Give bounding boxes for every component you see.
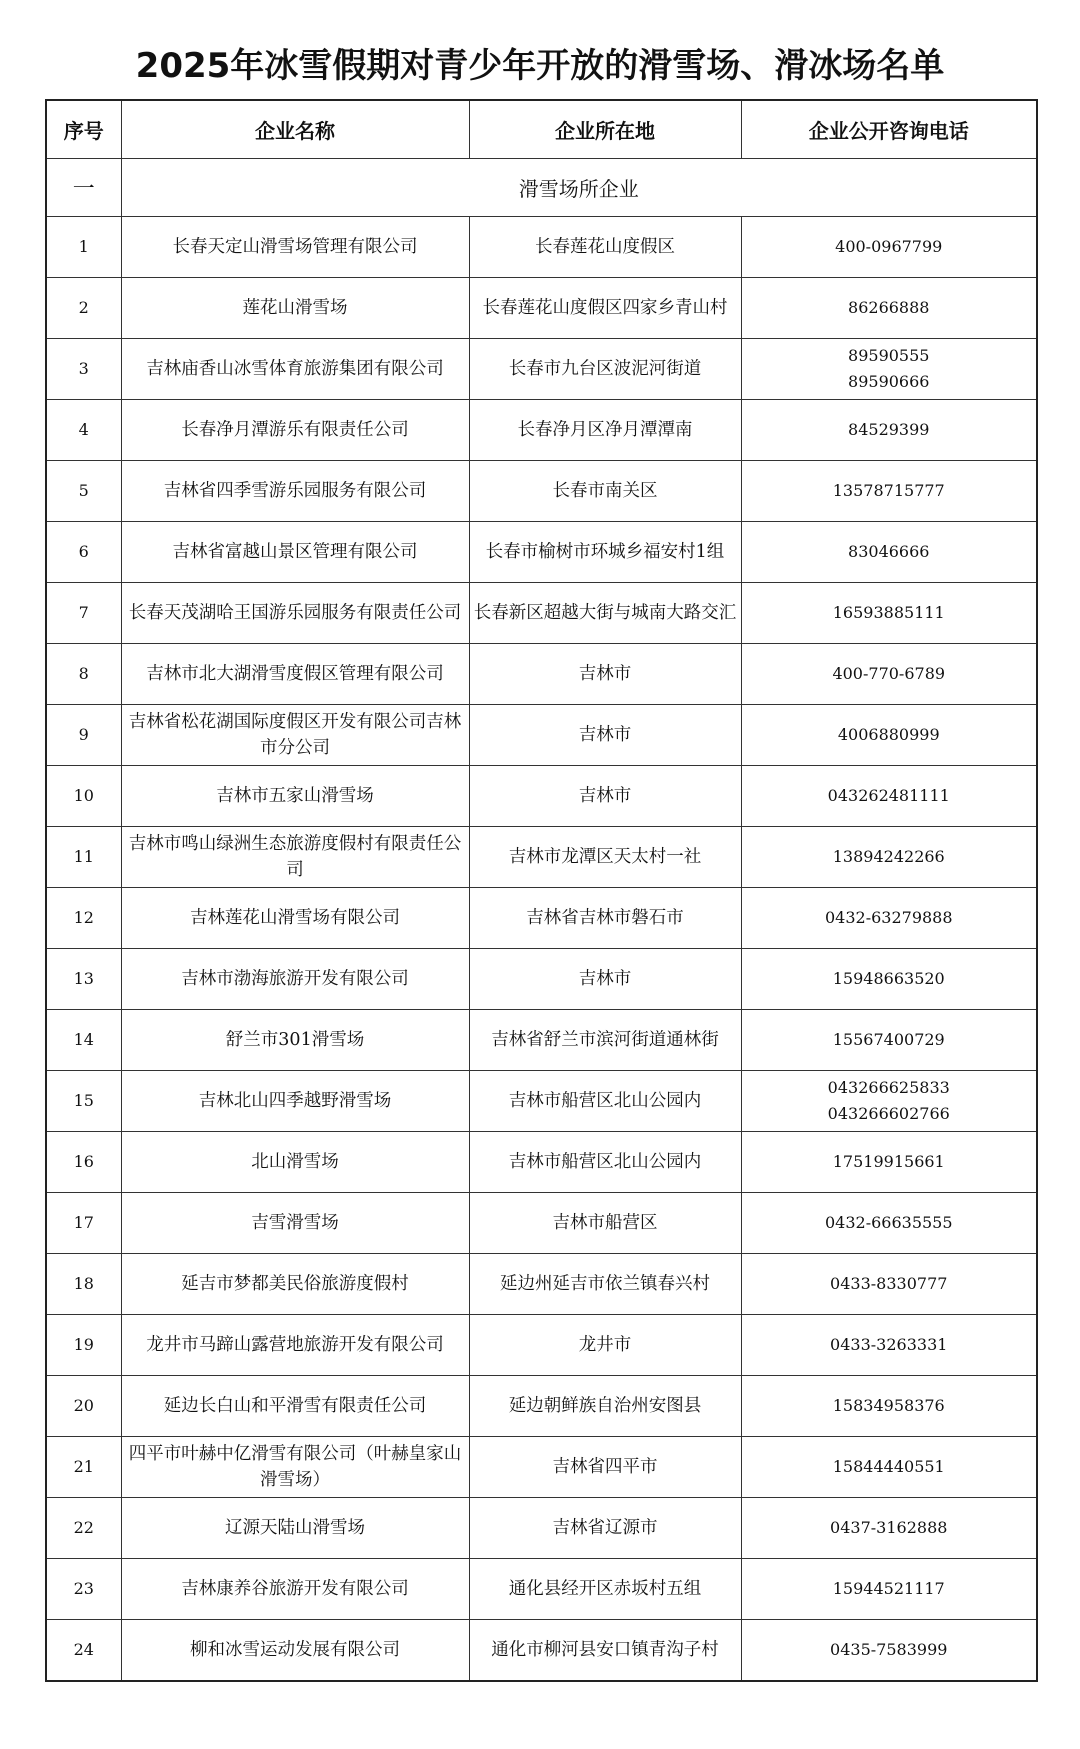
company-location: 龙井市 [469, 1315, 741, 1376]
company-location: 吉林市 [469, 705, 741, 766]
phone-number: 043262481111 [827, 786, 950, 805]
phone-number: 15948663520 [832, 969, 945, 988]
company-name: 莲花山滑雪场 [121, 278, 469, 339]
company-name: 吉林省松花湖国际度假区开发有限公司吉林市分公司 [121, 705, 469, 766]
company-location: 延边朝鲜族自治州安图县 [469, 1376, 741, 1437]
table-row [46, 217, 1037, 278]
company-name: 吉林省四季雪游乐园服务有限公司 [121, 461, 469, 522]
table-row [46, 644, 1037, 705]
table-row [46, 1132, 1037, 1193]
row-index: 7 [46, 583, 121, 644]
phone-number: 043266625833 [827, 1078, 950, 1097]
company-location: 长春市南关区 [469, 461, 741, 522]
header-index: 序号 [46, 100, 121, 159]
company-name: 柳和冰雪运动发展有限公司 [121, 1620, 469, 1682]
company-location: 吉林省舒兰市滨河街道通林街 [469, 1010, 741, 1071]
row-index: 11 [46, 827, 121, 888]
row-index: 21 [46, 1437, 121, 1498]
section-title: 滑雪场所企业 [121, 159, 1037, 217]
company-name: 长春净月潭游乐有限责任公司 [121, 400, 469, 461]
company-phone [741, 278, 1037, 339]
company-phone [741, 1559, 1037, 1620]
header-phone: 企业公开咨询电话 [741, 100, 1037, 159]
table-row [46, 1437, 1037, 1498]
header-location: 企业所在地 [469, 100, 741, 159]
company-phone [741, 766, 1037, 827]
phone-number: 0435-7583999 [830, 1640, 948, 1659]
company-phone [741, 1437, 1037, 1498]
company-phone [741, 1010, 1037, 1071]
table-row [46, 1010, 1037, 1071]
table-row [46, 1315, 1037, 1376]
company-phone [741, 705, 1037, 766]
table-row [46, 766, 1037, 827]
row-index: 4 [46, 400, 121, 461]
company-name: 辽源天陆山滑雪场 [121, 1498, 469, 1559]
company-phone [741, 217, 1037, 278]
table-row [46, 278, 1037, 339]
company-phone [741, 1254, 1037, 1315]
company-phone [741, 827, 1037, 888]
row-index: 6 [46, 522, 121, 583]
phone-number: 83046666 [848, 542, 930, 561]
row-index: 23 [46, 1559, 121, 1620]
phone-number: 15834958376 [832, 1396, 945, 1415]
table-row [46, 339, 1037, 400]
row-index: 14 [46, 1010, 121, 1071]
row-index: 18 [46, 1254, 121, 1315]
phone-number: 0433-8330777 [830, 1274, 948, 1293]
row-index: 1 [46, 217, 121, 278]
company-location: 长春市榆树市环城乡福安村1组 [469, 522, 741, 583]
company-location: 长春新区超越大街与城南大路交汇 [469, 583, 741, 644]
company-name: 吉林市渤海旅游开发有限公司 [121, 949, 469, 1010]
phone-number: 89590666 [848, 372, 930, 391]
company-phone [741, 461, 1037, 522]
table-row [46, 1254, 1037, 1315]
row-index: 2 [46, 278, 121, 339]
table-row [46, 1620, 1037, 1682]
company-phone [741, 949, 1037, 1010]
row-index: 13 [46, 949, 121, 1010]
company-phone [741, 400, 1037, 461]
company-location: 吉林市 [469, 766, 741, 827]
company-name: 龙井市马蹄山露营地旅游开发有限公司 [121, 1315, 469, 1376]
row-index: 15 [46, 1071, 121, 1132]
company-location: 长春莲花山度假区 [469, 217, 741, 278]
company-name: 吉林莲花山滑雪场有限公司 [121, 888, 469, 949]
company-name: 延吉市梦都美民俗旅游度假村 [121, 1254, 469, 1315]
table-row [46, 705, 1037, 766]
phone-number: 15844440551 [832, 1457, 945, 1476]
company-location: 长春莲花山度假区四家乡青山村 [469, 278, 741, 339]
table-row [46, 949, 1037, 1010]
phone-number: 17519915661 [832, 1152, 945, 1171]
phone-number: 400-0967799 [835, 237, 943, 256]
company-location: 吉林市 [469, 644, 741, 705]
phone-number: 89590555 [848, 346, 930, 365]
section-row [46, 159, 1037, 217]
company-phone [741, 1620, 1037, 1682]
company-phone [741, 1498, 1037, 1559]
company-location: 长春净月区净月潭潭南 [469, 400, 741, 461]
company-phone [741, 888, 1037, 949]
table-row [46, 583, 1037, 644]
company-name: 四平市叶赫中亿滑雪有限公司（叶赫皇家山滑雪场） [121, 1437, 469, 1498]
phone-number: 13578715777 [832, 481, 945, 500]
row-index: 24 [46, 1620, 121, 1682]
phone-number: 86266888 [848, 298, 930, 317]
company-phone [741, 1315, 1037, 1376]
table-row [46, 461, 1037, 522]
company-name: 长春天定山滑雪场管理有限公司 [121, 217, 469, 278]
company-name: 吉林庙香山冰雪体育旅游集团有限公司 [121, 339, 469, 400]
company-phone [741, 522, 1037, 583]
phone-number: 400-770-6789 [832, 664, 946, 683]
row-index: 5 [46, 461, 121, 522]
phone-number: 84529399 [848, 420, 930, 439]
company-name: 吉林省富越山景区管理有限公司 [121, 522, 469, 583]
table-row [46, 1559, 1037, 1620]
company-name: 北山滑雪场 [121, 1132, 469, 1193]
table-header-row [46, 100, 1037, 159]
row-index: 3 [46, 339, 121, 400]
phone-number: 0432-66635555 [824, 1213, 953, 1232]
company-phone [741, 1071, 1037, 1132]
company-name: 吉林市五家山滑雪场 [121, 766, 469, 827]
section-number: 一 [46, 159, 121, 217]
company-name: 吉林北山四季越野滑雪场 [121, 1071, 469, 1132]
phone-number: 4006880999 [837, 725, 940, 744]
company-location: 吉林市 [469, 949, 741, 1010]
company-location: 吉林市船营区北山公园内 [469, 1132, 741, 1193]
table-row [46, 1071, 1037, 1132]
phone-number: 0437-3162888 [830, 1518, 948, 1537]
row-index: 8 [46, 644, 121, 705]
company-location: 吉林市船营区 [469, 1193, 741, 1254]
phone-number: 15944521117 [832, 1579, 945, 1598]
company-name: 吉林市鸣山绿洲生态旅游度假村有限责任公司 [121, 827, 469, 888]
company-location: 吉林省四平市 [469, 1437, 741, 1498]
header-company-name: 企业名称 [121, 100, 469, 159]
company-phone [741, 339, 1037, 400]
phone-number: 0433-3263331 [830, 1335, 948, 1354]
row-index: 12 [46, 888, 121, 949]
company-phone [741, 583, 1037, 644]
row-index: 22 [46, 1498, 121, 1559]
row-index: 17 [46, 1193, 121, 1254]
company-location: 吉林省吉林市磐石市 [469, 888, 741, 949]
company-phone [741, 1376, 1037, 1437]
company-name: 舒兰市301滑雪场 [121, 1010, 469, 1071]
table-row [46, 1498, 1037, 1559]
table-row [46, 522, 1037, 583]
company-phone [741, 644, 1037, 705]
table-row [46, 1376, 1037, 1437]
company-location: 吉林市龙潭区天太村一社 [469, 827, 741, 888]
table-row [46, 827, 1037, 888]
company-name: 延边长白山和平滑雪有限责任公司 [121, 1376, 469, 1437]
row-index: 10 [46, 766, 121, 827]
company-name: 吉雪滑雪场 [121, 1193, 469, 1254]
row-index: 9 [46, 705, 121, 766]
company-phone [741, 1132, 1037, 1193]
company-location: 吉林省辽源市 [469, 1498, 741, 1559]
phone-number: 15567400729 [832, 1030, 945, 1049]
company-location: 通化县经开区赤坂村五组 [469, 1559, 741, 1620]
table-row [46, 1193, 1037, 1254]
row-index: 19 [46, 1315, 121, 1376]
table-row [46, 400, 1037, 461]
phone-number: 16593885111 [832, 603, 945, 622]
company-location: 延边州延吉市依兰镇春兴村 [469, 1254, 741, 1315]
company-name: 长春天茂湖哈王国游乐园服务有限责任公司 [121, 583, 469, 644]
phone-number: 043266602766 [827, 1104, 950, 1123]
phone-number: 13894242266 [832, 847, 945, 866]
company-name: 吉林市北大湖滑雪度假区管理有限公司 [121, 644, 469, 705]
row-index: 16 [46, 1132, 121, 1193]
phone-number: 0432-63279888 [824, 908, 953, 927]
company-location: 通化市柳河县安口镇青沟子村 [469, 1620, 741, 1682]
table-row [46, 888, 1037, 949]
company-phone [741, 1193, 1037, 1254]
row-index: 20 [46, 1376, 121, 1437]
company-name: 吉林康养谷旅游开发有限公司 [121, 1559, 469, 1620]
company-location: 吉林市船营区北山公园内 [469, 1071, 741, 1132]
company-location: 长春市九台区波泥河街道 [469, 339, 741, 400]
ski-venue-table [45, 99, 1038, 1682]
page-title: 2025年冰雪假期对青少年开放的滑雪场、滑冰场名单 [135, 46, 945, 86]
